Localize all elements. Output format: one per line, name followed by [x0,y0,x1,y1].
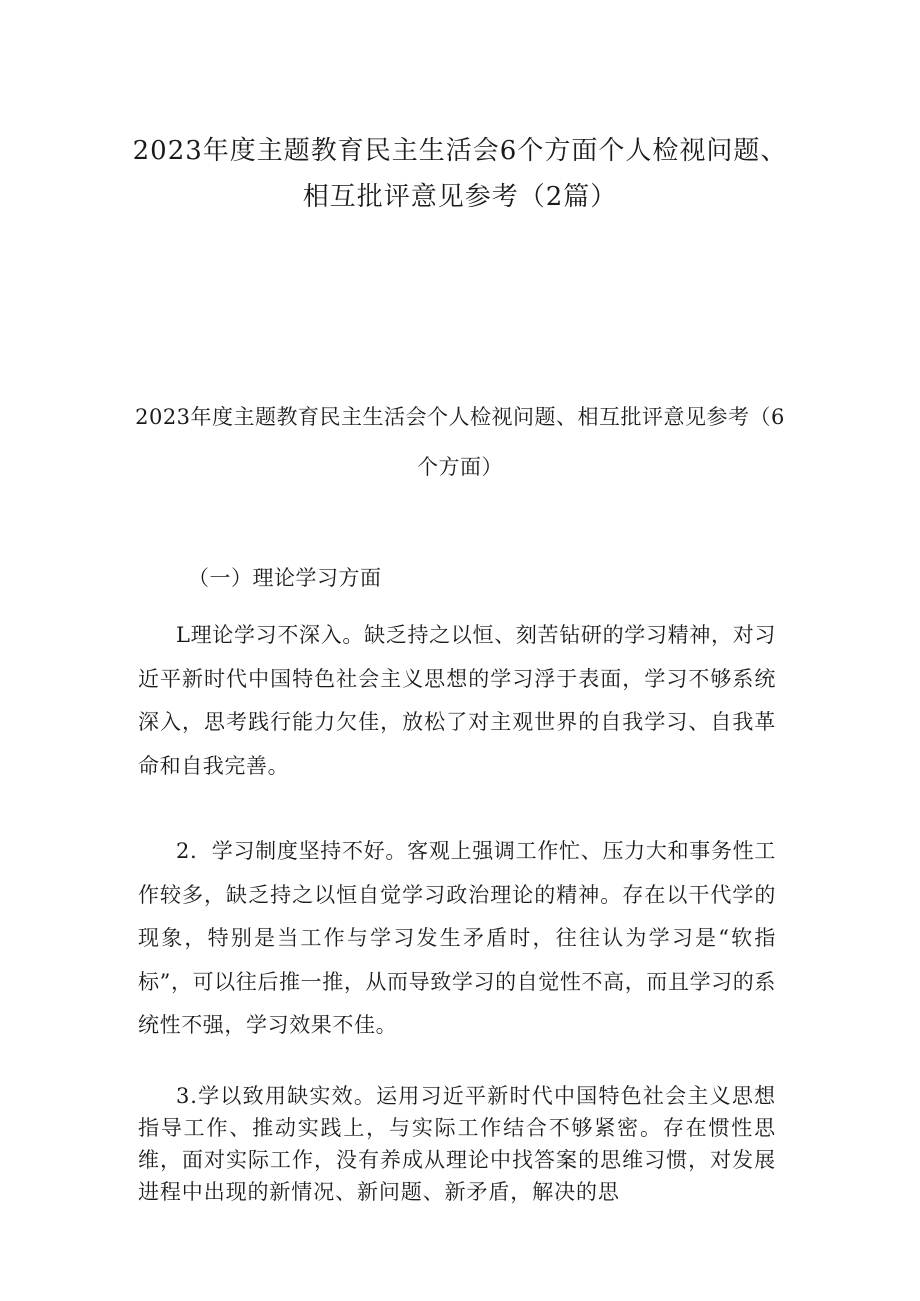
paragraph-2: 2．学习制度坚持不好。客观上强调工作忙、压力大和事务性工作较多，缺乏持之以恒自觉学习政治理论的精神。存在以干代学的现象，特别是当工作与学习发生矛盾时，往往认为学习是“软指标”，可以往后推一推，从而导致学习的自觉性不高，而且学习的系统性不强，学习效果不佳。 [138,839,776,1037]
paragraph-3: 3.学以致用缺实效。运用习近平新时代中国特色社会主义思想指导工作、推动实践上，与实际工作结合不够紧密。存在惯性思维，面对实际工作，没有养成从理论中找答案的思维习惯，对发展进程中出现的新情况、新问题、新矛盾，解决的思 [138,1084,776,1204]
section-heading-theory-study: （一）理论学习方面 [188,566,382,590]
section-title: 2023年度主题教育民主生活会个人检视问题、相互批评意见参考（6个方面） [135,405,785,479]
paragraph-1: L理论学习不深入。缺乏持之以恒、刻苦钻研的学习精神，对习近平新时代中国特色社会主义思想的学习浮于表面，学习不够系统深入，思考践行能力欠佳，放松了对主观世界的自我学习、自我革命和自我完善。 [138,623,776,778]
document-title: 2023年度主题教育民主生活会6个方面个人检视问题、相互批评意见参考（2篇） [132,136,788,212]
